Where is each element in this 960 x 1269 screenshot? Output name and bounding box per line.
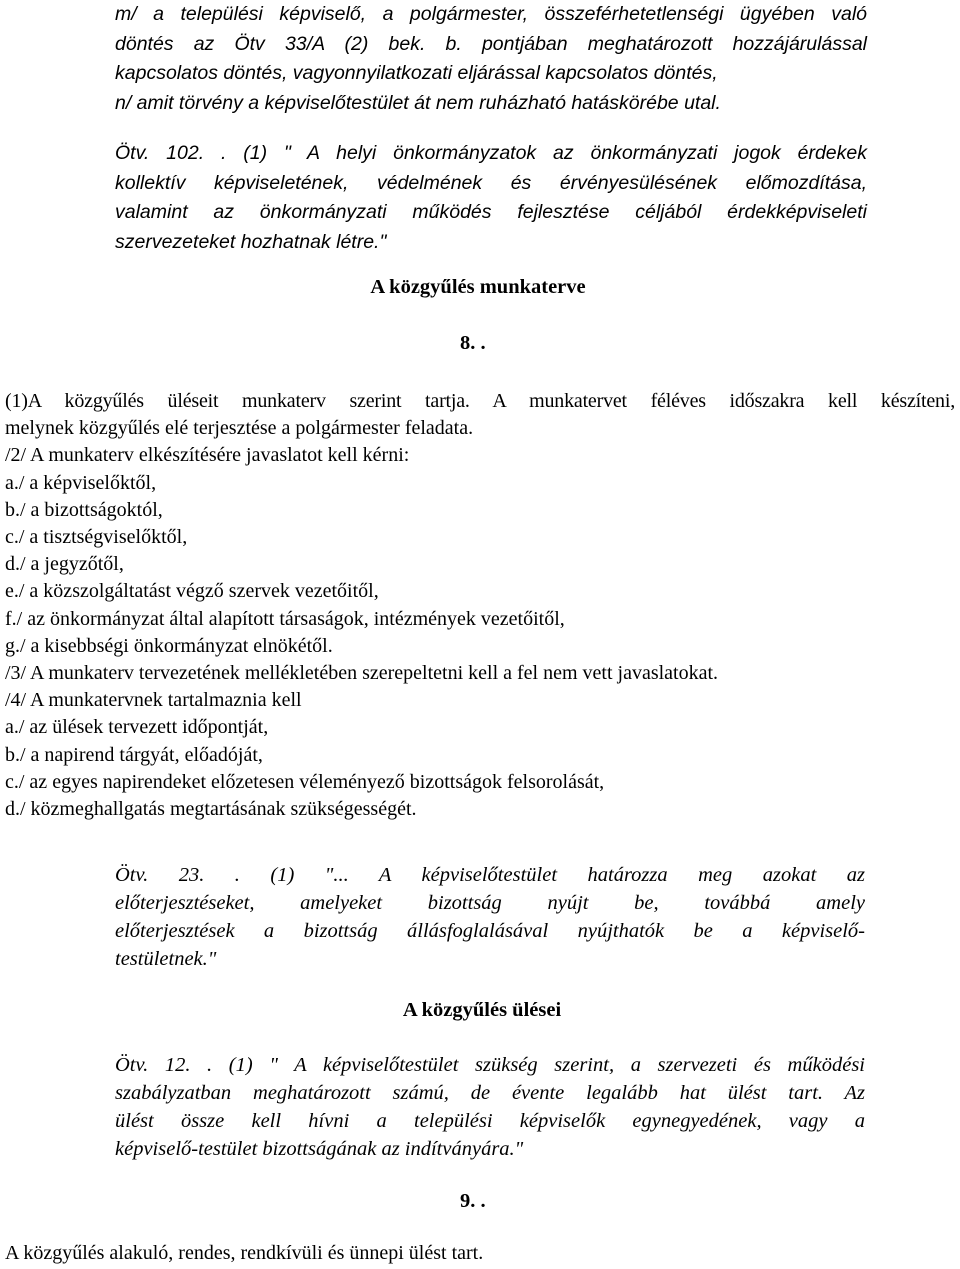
- list-line: /2/ A munkaterv elkészítésére javaslatot kell kérni:: [5, 444, 410, 467]
- closing-line: A közgyűlés alakuló, rendes, rendkívüli és ünnepi ülést tart.: [5, 1242, 484, 1264]
- list-line: a./ a képviselőktől,: [5, 471, 157, 494]
- list-line: f./ az önkormányzat által alapított társaságok, intézmények vezetőitől,: [5, 607, 565, 630]
- list-line: a./ az ülések tervezett időpontját,: [5, 716, 269, 739]
- paragraph-4-line: képviselő-testület bizottságának az indítványára.": [115, 1138, 524, 1160]
- paragraph-1-line: n/ amit törvény a képviselőtestület át nem ruházható hatáskörébe utal.: [115, 91, 721, 114]
- list-line: d./ közmeghallgatás megtartásának szükségességét.: [5, 798, 417, 821]
- paragraph-3-line: Ötv. 23. . (1) "... A képviselőtestület határozza meg azokat az: [115, 864, 865, 886]
- paragraph-1-line: kapcsolatos döntés, vagyonnyilatkozati eljárással kapcsolatos döntés,: [115, 62, 718, 84]
- list-line: d./ a jegyzőtől,: [5, 553, 124, 576]
- paragraph-3-line: előterjesztések a bizottság állásfoglalásával nyújthatók be a képviselő-: [115, 920, 865, 942]
- list-line: c./ a tisztségviselőktől,: [5, 526, 188, 549]
- paragraph-3-line: testületnek.": [115, 948, 217, 970]
- paragraph-1: [115, 0, 867, 118]
- paragraph-4-line: szabályzatban meghatározott számú, de évente legalább hat ülést tart. Az: [115, 1082, 865, 1104]
- list-line: melynek közgyűlés elé terjesztése a polgármester feladata.: [5, 417, 474, 440]
- paragraph-2-line: valamint az önkormányzati működés fejlesztése céljából érdekképviseleti: [115, 201, 867, 223]
- list-line: g./ a kisebbségi önkormányzat elnökétől.: [5, 634, 333, 657]
- paragraph-4-line: ülést össze kell hívni a települési képviselők egynegyedének, vagy a: [115, 1110, 865, 1132]
- list-line: b./ a napirend tárgyát, előadóját,: [5, 743, 263, 766]
- list-line: e./ a közszolgáltatást végző szervek vezetőitől,: [5, 580, 379, 603]
- list-line: /4/ A munkatervnek tartalmaznia kell: [5, 689, 302, 712]
- section-heading: A közgyűlés ülései: [402, 999, 562, 1021]
- paragraph-2-line: kollektív képviseletének, védelmének és érvényesülésének előmozdítása,: [115, 171, 867, 194]
- list-line: /3/ A munkaterv tervezetének mellékletében szerepeltetni kell a fel nem vett javaslatokat.: [5, 662, 719, 685]
- list-line: c./ az egyes napirendeket előzetesen véleményező bizottságok felsorolását,: [5, 770, 605, 793]
- paragraph-2-line: szervezeteket hozhatnak létre.": [115, 230, 387, 253]
- paragraph-3: [115, 861, 865, 973]
- list-line: b./ a bizottságoktól,: [5, 498, 163, 521]
- section-number: 8. .: [460, 332, 486, 354]
- paragraph-2: [115, 139, 867, 257]
- paragraph-3-line: előterjesztéseket, amelyeket bizottság nyújt be, továbbá amely: [115, 892, 865, 914]
- paragraph-1-line: m/ a települési képviselő, a polgármester, összeférhetetlenségi ügyében való: [115, 3, 867, 25]
- rules-list: [5, 388, 955, 823]
- list-line: (1)A közgyűlés üléseit munkaterv szerint tartja. A munkatervet féléves időszakra kell készíteni,: [5, 390, 955, 412]
- paragraph-4: [115, 1051, 865, 1163]
- paragraph-2-line: Ötv. 102. . (1) " A helyi önkormányzatok az önkormányzati jogok érdekek: [115, 142, 867, 164]
- section-number: 9. .: [460, 1190, 486, 1212]
- section-heading: A közgyűlés munkaterve: [370, 276, 586, 298]
- paragraph-1-line: döntés az Ötv 33/A (2) bek. b. pontjában meghatározott hozzájárulással: [115, 32, 867, 55]
- paragraph-4-line: Ötv. 12. . (1) " A képviselőtestület szükség szerint, a szervezeti és működési: [115, 1054, 865, 1076]
